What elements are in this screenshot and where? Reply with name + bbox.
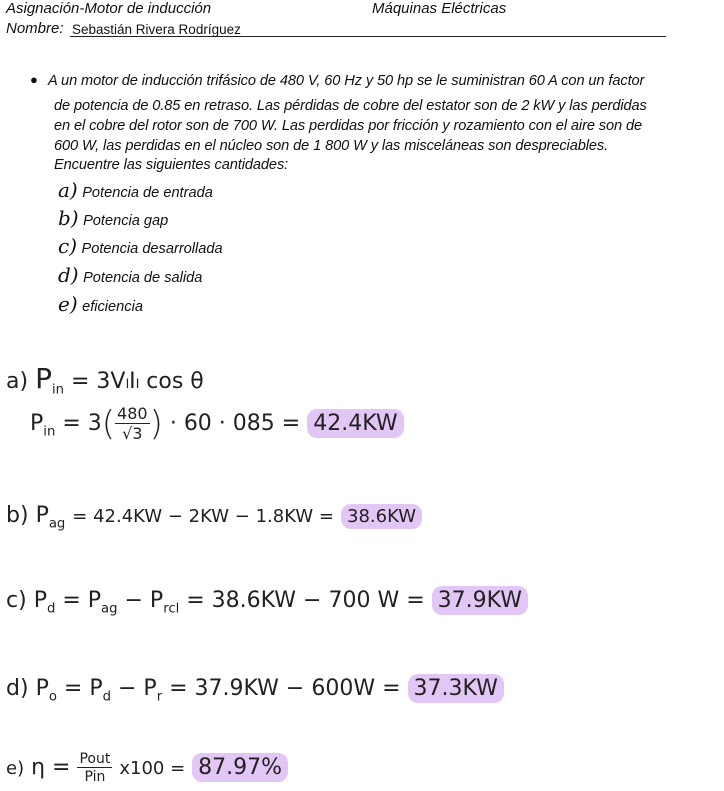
solution-d: d) $P_o = P_d - P_r = 37.9KW - 600W = 37.3KW$ [6,676,504,704]
item-letter: b) [58,206,79,230]
solution-c-label: c) [6,588,27,613]
solution-c: c) $P_d = P_{ag} - P_{rcl} = 38.6KW - 700$ W = 37.9KW [6,588,528,616]
solution-e: e) η = $\frac{\text{Pout}}{\text{Pin}}$ x100 = 87.97% [6,752,288,784]
solution-c-result: 37.9KW [432,586,528,615]
item-text: Potencia desarrollada [81,241,223,257]
name-label: Nombre: [6,20,64,37]
item-text: Potencia de entrada [82,185,213,201]
item-d [58,263,202,287]
solution-a-formula: a) $P_{in} = 3V_lI_l$ cos θ [6,362,204,398]
solution-b: b) $P_{ag} = 42.4KW - 2KW - 1.8KW = 38.6KW$ [6,503,422,531]
solution-d-label: d) [6,676,29,701]
assignment-title: Asignación-Motor de inducción [6,0,212,17]
student-name: Sebastián Rivera Rodríguez [72,22,241,37]
efficiency-fraction: $\frac{\text{Pout}}{\text{Pin}}$ [79,751,111,785]
solution-b-result: 38.6KW [341,504,422,529]
problem-line-1: A un motor de inducción trifásico de 480 V, 60 Hz y 50 hp se le suministran 60 A con un factor [48,73,645,89]
problem-line-2: de potencia de 0.85 en retraso. Las pérdidas de cobre del estator son de 2 kW y las perdidas [54,98,647,114]
problem-line-4: 600 W, las perdidas en el núcleo son de 1 800 W y las misceláneas son despreciables. [54,138,609,154]
item-letter: e) [58,292,78,316]
item-text: eficiencia [82,299,143,315]
item-c [58,234,223,258]
solution-d-result: 37.3KW [408,674,504,703]
item-text: Potencia gap [83,213,169,229]
item-a [58,178,213,202]
item-letter: a) [58,178,78,202]
bullet-icon: ● [30,72,38,87]
solution-a-result: 42.4KW [307,409,403,438]
solution-a-calc: $P_{in} = 3$( $\frac{480}{√3}$ ) · 60 · 085 = 42.4KW [30,404,404,444]
solution-a-label: a) [6,369,29,394]
item-e [58,292,143,316]
item-letter: c) [58,234,78,258]
item-b [58,206,168,230]
item-letter: d) [58,263,79,287]
solution-e-label: e) [6,758,25,779]
item-text: Potencia de salida [83,270,203,286]
problem-line-3: en el cobre del rotor son de 700 W. Las perdidas por fricción y rozamiento con el aire son de [54,118,643,134]
fraction: $\frac{480}{√3}$ [117,404,148,443]
solution-e-result: 87.97% [192,753,288,782]
problem-line-5: Encuentre las siguientes cantidades: [54,157,289,173]
course-title: Máquinas Eléctricas [372,0,507,17]
solution-b-label: b) [6,503,29,528]
